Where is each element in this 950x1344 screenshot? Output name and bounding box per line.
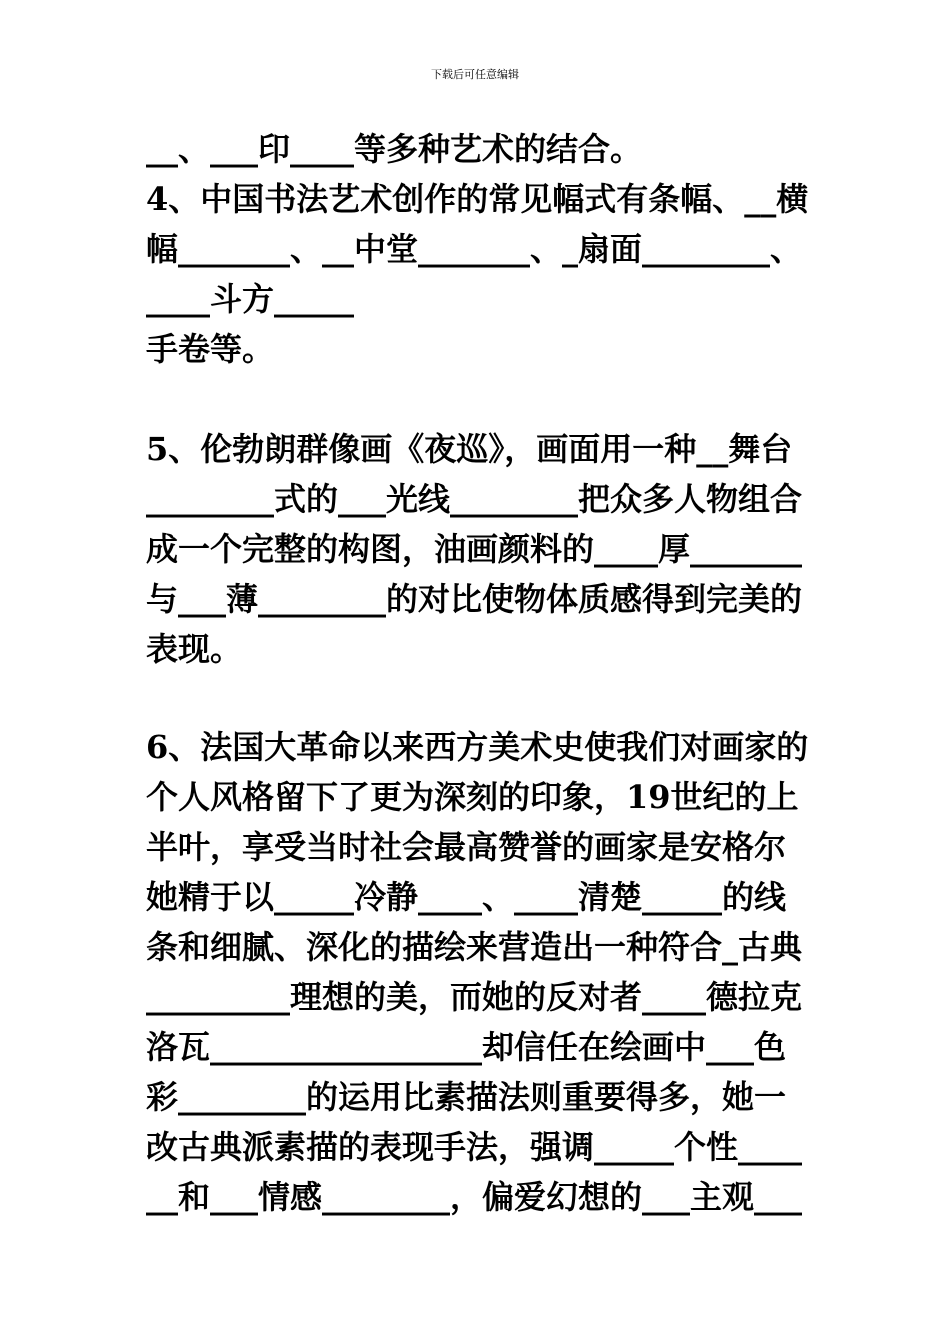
text-line-5: 手卷等。 [146,330,275,368]
text-line-7: 5、伦勃朗群像画《夜巡》，画面用一种__舞台 [146,430,793,468]
text-line-9: 成一个完整的构图，油画颜料的____厚_______ [146,530,803,568]
text-line-10: 与___薄________的对比使物体质感得到完美的 [146,580,803,618]
text-line-14: 个人风格留下了更为深刻的印象，19世纪的上 [146,778,799,816]
text-line-1: __、___印____等多种艺术的结合。 [146,130,643,168]
text-line-15: 半叶，享受当时社会最高赞誉的画家是安格尔 [146,828,787,866]
text-line-20: 彩________的运用比素描法则重要得多，她一 [146,1078,787,1116]
text-line-18: _________理想的美，而她的反对者____德拉克 [146,978,803,1016]
text-line-3: 幅_______、__中堂_______、_扇面________、 [146,230,803,268]
text-line-2: 4、中国书法艺术创作的常见幅式有条幅、__横 [146,180,809,218]
text-line-4: ____斗方_____ [146,280,355,318]
text-line-17: 条和细腻、深化的描绘来营造出一种符合_古典 [146,928,803,966]
page-header: 下载后可任意编辑 [431,68,519,81]
text-line-8: ________式的___光线________把众多人物组合 [146,480,803,518]
text-line-11: 表现。 [146,630,243,668]
text-line-16: 她精于以_____冷静____、____清楚_____的线 [146,878,787,916]
text-line-22: __和___情感________，偏爱幻想的___主观___ [146,1178,803,1216]
text-line-13: 6、法国大革命以来西方美术史使我们对画家的 [146,728,809,766]
text-line-19: 洛瓦_________________却信任在绘画中___色 [146,1028,787,1066]
text-line-21: 改古典派素描的表现手法，强调_____个性____ [146,1128,803,1166]
